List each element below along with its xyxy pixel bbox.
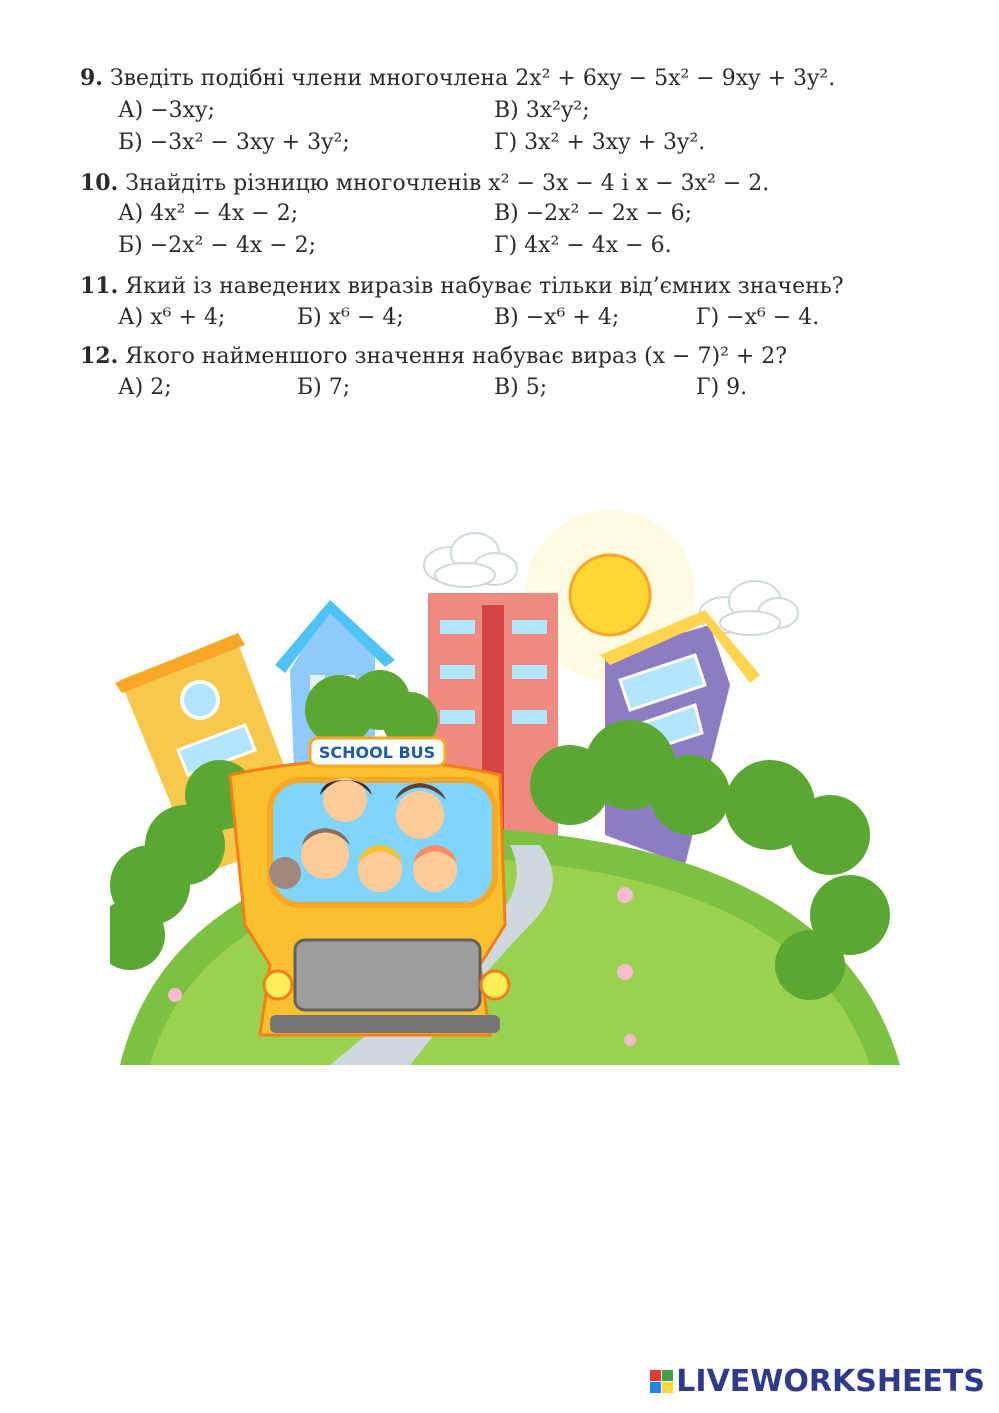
option-a: А) 4x² − 4x − 2; bbox=[118, 201, 299, 226]
option-v: В) 3x²y²; bbox=[494, 98, 590, 123]
option-a: А) x⁶ + 4; bbox=[118, 305, 226, 330]
bus-grille bbox=[295, 940, 480, 1010]
question-text: Зведіть подібні члени многочлена 2x² + 6xy − 5x² − 9xy + 3y². bbox=[109, 66, 836, 91]
option-a: А) 2; bbox=[118, 375, 172, 400]
option-g: Г) 9. bbox=[696, 375, 748, 400]
sun-icon bbox=[570, 555, 650, 635]
option-b: Б) x⁶ − 4; bbox=[297, 305, 404, 330]
option-g: Г) 4x² − 4x − 6. bbox=[494, 233, 672, 258]
option-v: В) −2x² − 2x − 6; bbox=[494, 201, 693, 226]
option-v: В) 5; bbox=[494, 375, 548, 400]
option-b: Б) −2x² − 4x − 2; bbox=[118, 233, 317, 258]
question-11 bbox=[80, 271, 844, 302]
logo-text: LIVEWORKSHEETS bbox=[676, 1364, 985, 1399]
question-number: 11. bbox=[80, 273, 119, 299]
option-b: Б) 7; bbox=[297, 375, 351, 400]
school-bus-illustration bbox=[110, 495, 900, 1065]
bus-sign-text: SCHOOL BUS bbox=[318, 743, 436, 762]
option-g: Г) 3x² + 3xy + 3y². bbox=[494, 130, 706, 155]
bus-bumper bbox=[270, 1015, 500, 1033]
liveworksheets-logo bbox=[650, 1364, 985, 1399]
question-number: 9. bbox=[80, 65, 103, 91]
bus-headlight-right bbox=[481, 971, 509, 999]
cloud-left bbox=[424, 533, 517, 587]
bus-headlight-left bbox=[264, 971, 292, 999]
question-text: Знайдіть різницю многочленів x² − 3x − 4 і x − 3x² − 2. bbox=[125, 171, 770, 196]
question-10 bbox=[80, 168, 769, 199]
school-bus bbox=[230, 738, 509, 1035]
question-number: 12. bbox=[80, 343, 119, 369]
question-text: Який із наведених виразів набуває тільки від’ємних значень? bbox=[125, 274, 844, 299]
option-b: Б) −3x² − 3xy + 3y²; bbox=[118, 130, 350, 155]
question-number: 10. bbox=[80, 170, 119, 196]
logo-squares-icon bbox=[650, 1370, 673, 1393]
question-9 bbox=[80, 63, 835, 94]
option-a: А) −3xy; bbox=[118, 98, 215, 123]
option-v: В) −x⁶ + 4; bbox=[494, 305, 620, 330]
question-12 bbox=[80, 341, 787, 372]
option-g: Г) −x⁶ − 4. bbox=[696, 305, 820, 330]
question-text: Якого найменшого значення набуває вираз (x − 7)² + 2? bbox=[125, 344, 788, 369]
